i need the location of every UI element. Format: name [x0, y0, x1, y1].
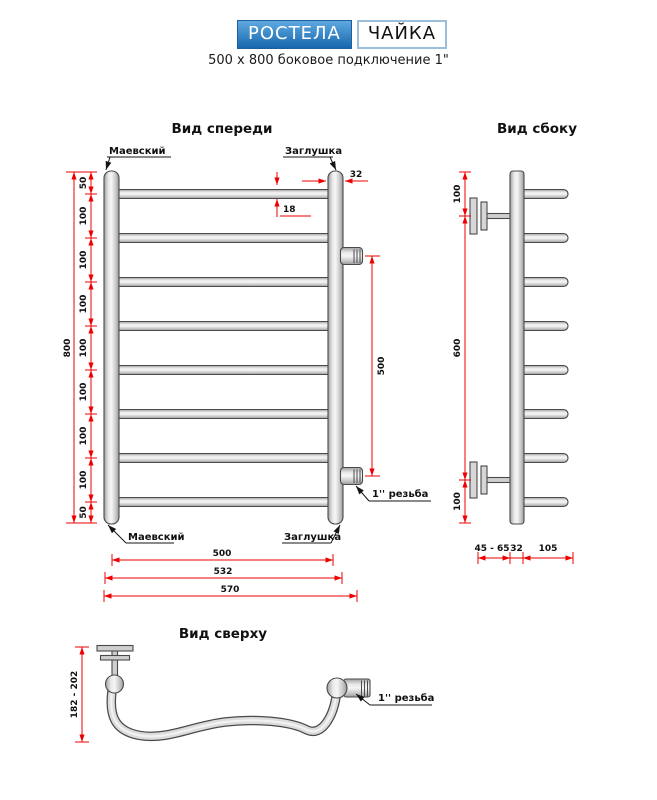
front-view	[63, 121, 431, 602]
svg-text:Заглушка: Заглушка	[285, 146, 343, 157]
side-view	[453, 121, 577, 564]
rung	[108, 454, 338, 463]
wall-bracket-lower	[470, 462, 511, 498]
dim-600-label: 600	[452, 338, 463, 358]
dim-height-chain	[79, 172, 97, 523]
side-connection-upper	[341, 248, 363, 265]
rung	[108, 410, 338, 419]
dim-45-65-label: 45 - 65	[474, 544, 510, 554]
brand-primary: РОСТЕЛА	[237, 20, 352, 49]
model-subtitle: 500 x 800 боковое подключение 1"	[208, 53, 449, 68]
chain-label: 100	[78, 338, 89, 358]
dim-side-chain	[453, 172, 471, 523]
front-view-title: Вид спереди	[171, 121, 273, 137]
dim-18-label: 18	[283, 205, 296, 215]
callout-thread-front	[356, 486, 431, 501]
dim-side-bottom	[474, 544, 573, 564]
curved-rung	[111, 691, 336, 736]
callout-air-vent-top	[106, 146, 171, 170]
front-rungs	[108, 190, 338, 507]
chain-label: 100	[78, 294, 89, 314]
top-view-title: Вид сверху	[178, 626, 268, 642]
wall-bracket-upper	[470, 198, 511, 234]
dim-532-label: 532	[213, 567, 233, 577]
dim-connection-spacing	[365, 256, 387, 476]
rung	[108, 498, 338, 507]
side-post	[510, 171, 524, 524]
rung	[108, 278, 338, 287]
svg-text:1'' резьба: 1'' резьба	[372, 489, 429, 500]
chain-label: 100	[78, 382, 89, 402]
callout-plug-bottom	[282, 525, 341, 543]
chain-label: 50	[78, 176, 89, 190]
dim-105-label: 105	[538, 544, 558, 554]
dim-32-side-label: 32	[510, 544, 523, 554]
dim-total-width	[104, 585, 357, 602]
chain-label: 50	[78, 506, 89, 519]
right-post-section	[327, 678, 347, 698]
brand-secondary: ЧАЙКА	[357, 20, 447, 49]
chain-label: 100	[78, 250, 89, 270]
wall-bracket-top-view	[97, 646, 133, 679]
dim-100-top-label: 100	[452, 184, 463, 204]
dim-rung-width	[112, 549, 333, 566]
dim-500-label: 500	[212, 549, 232, 559]
dim-570-label: 570	[220, 585, 240, 595]
rung	[108, 190, 338, 199]
svg-text:Маевский: Маевский	[109, 146, 166, 157]
svg-text:Маевский: Маевский	[128, 532, 185, 543]
chain-label: 100	[78, 426, 89, 446]
rung	[108, 234, 338, 243]
dim-500v-label: 500	[376, 356, 387, 376]
chain-label: 100	[78, 206, 89, 226]
side-view-title: Вид сбоку	[496, 121, 578, 137]
callout-plug-top	[283, 146, 342, 170]
left-post	[104, 171, 119, 524]
dim-182-202-label: 182 - 202	[69, 670, 80, 719]
dim-100-bottom-label: 100	[452, 492, 463, 511]
dim-800-label: 800	[62, 338, 73, 358]
side-connection-lower	[341, 468, 363, 485]
dim-depth-range	[70, 647, 89, 742]
rung	[108, 322, 338, 331]
top-view	[70, 626, 434, 742]
dim-32-label: 32	[349, 170, 363, 180]
rung	[108, 366, 338, 375]
svg-text:Заглушка: Заглушка	[284, 532, 342, 543]
chain-label: 100	[78, 470, 89, 490]
left-post-section	[106, 675, 124, 693]
svg-text:1'' резьба: 1'' резьба	[378, 693, 435, 704]
dim-outer-width	[105, 567, 342, 584]
callout-air-vent-bottom	[108, 525, 185, 543]
